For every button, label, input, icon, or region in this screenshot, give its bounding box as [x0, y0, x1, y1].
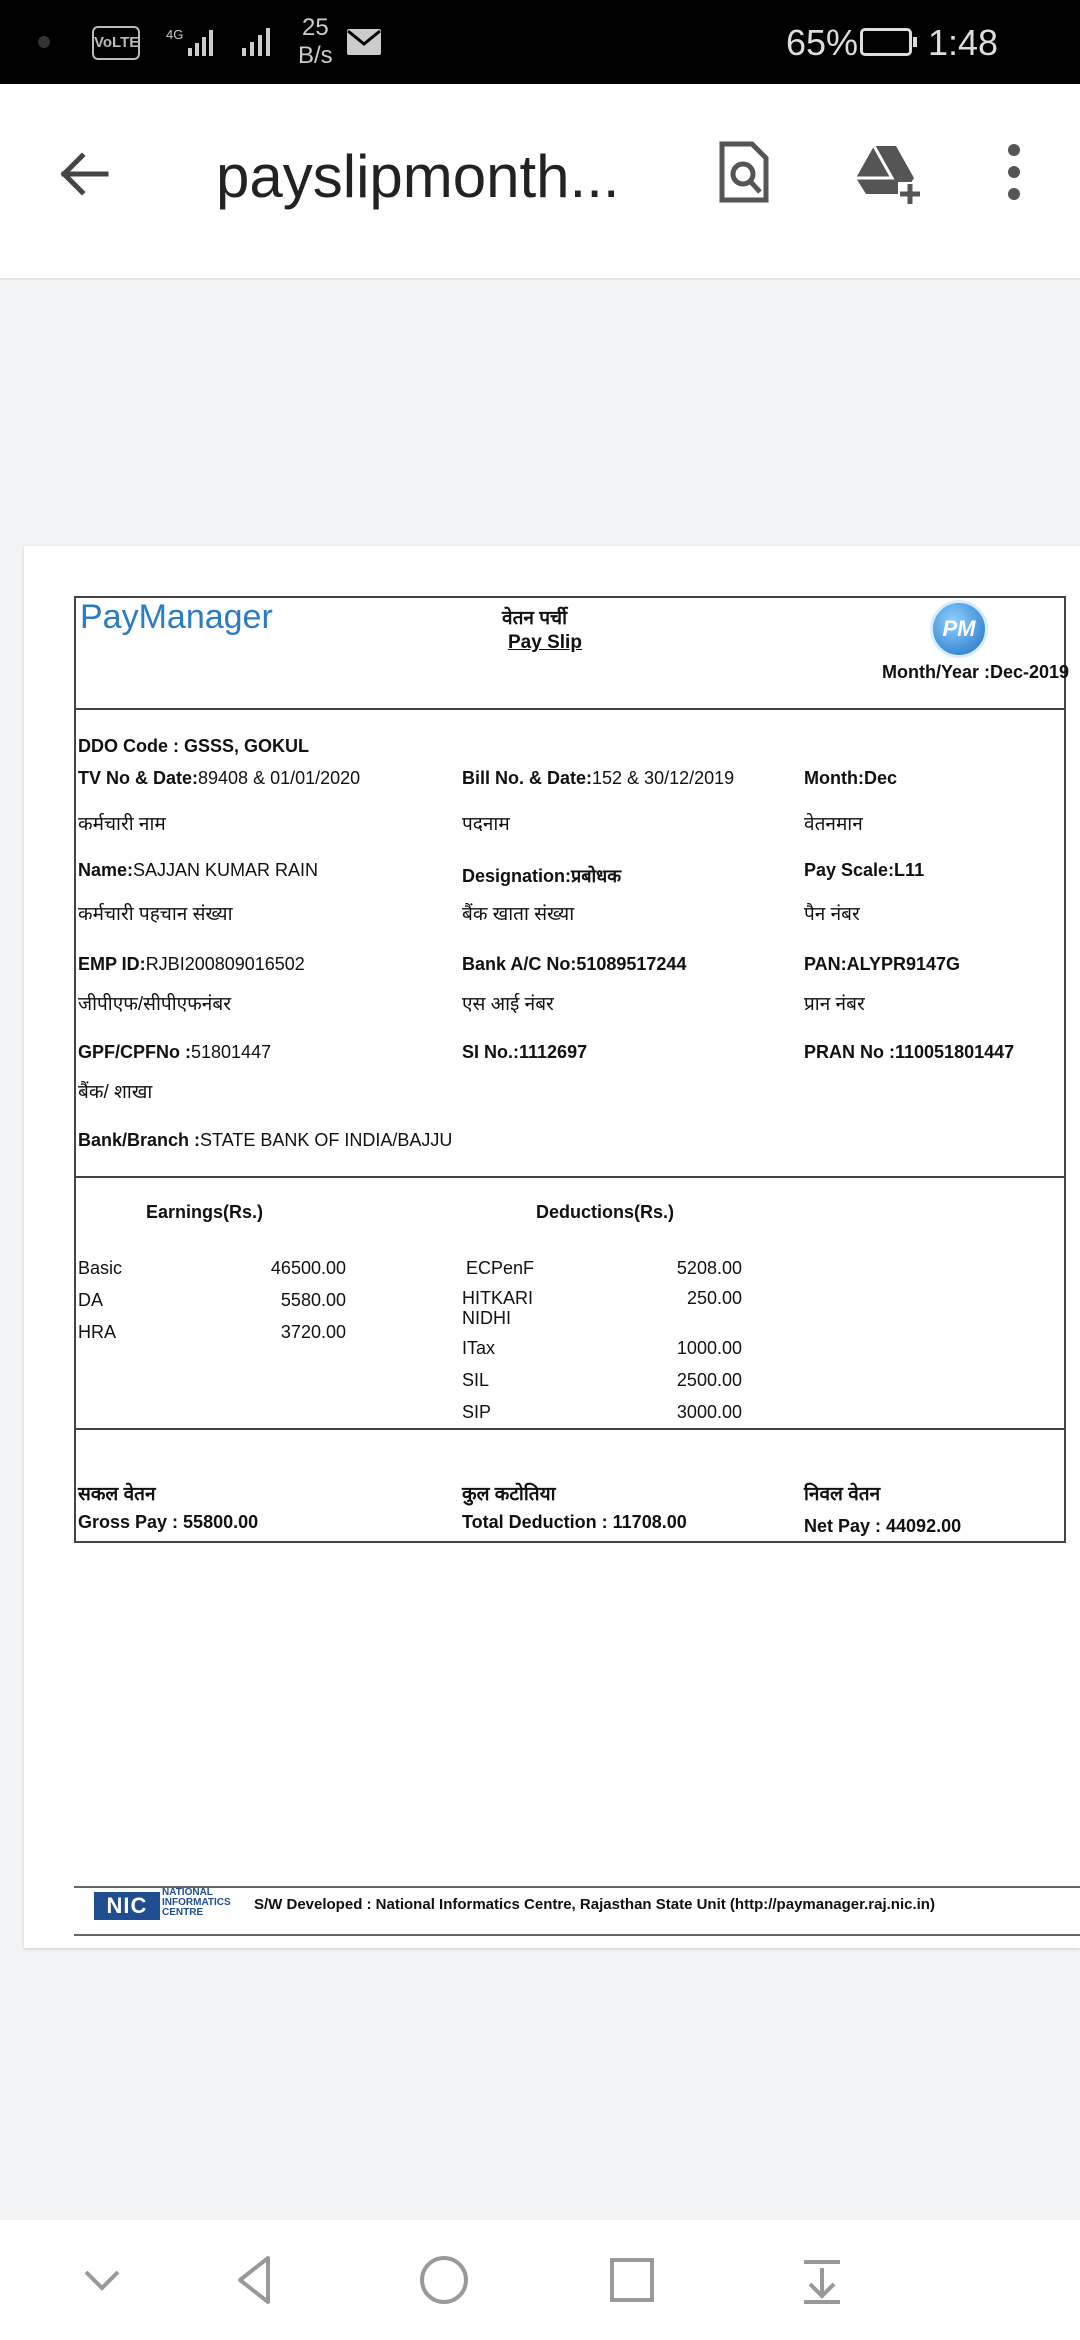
document-page[interactable]: [24, 546, 1080, 1948]
label-hindi-net: निवल वेतन: [804, 1484, 881, 1505]
pay-slip: [74, 596, 1070, 1543]
deduction-label: ITax: [462, 1338, 496, 1358]
battery-icon: [860, 28, 912, 56]
save-to-drive-icon[interactable]: [852, 136, 924, 208]
earning-label: HRA: [78, 1322, 117, 1342]
clock: 1:48: [928, 22, 999, 63]
deduction-label: SIL: [462, 1370, 490, 1390]
divider: [76, 708, 1064, 710]
pran-number: PRAN No :110051801447: [804, 1042, 1015, 1062]
deduction-label: HITKARI NIDHI: [462, 1288, 534, 1328]
signal-icon: [240, 26, 276, 58]
home-circle-icon[interactable]: [412, 2248, 476, 2312]
label-hindi-empid: कर्मचारी पहचान संख्या: [78, 904, 233, 925]
data-rate-value: 25: [301, 14, 329, 41]
status-bar: [0, 0, 1080, 84]
label-hindi-gpf: जीपीएफ/सीपीएफनंबर: [78, 994, 231, 1015]
pay-slip-title-hindi: वेतन पर्ची: [502, 608, 567, 629]
deduction-amount: 2500.00: [676, 1370, 742, 1390]
mail-icon: [346, 28, 382, 56]
earning-amount: 3720.00: [280, 1322, 346, 1342]
label-hindi-bank-branch: बैंक/ शाखा: [78, 1082, 153, 1103]
deduction-amount: 250.00: [686, 1288, 742, 1308]
back-arrow-icon[interactable]: [56, 146, 112, 202]
bill-no-date: Bill No. & Date:152 & 30/12/2019: [462, 768, 735, 788]
label-hindi-payscale: वेतनमान: [804, 814, 863, 835]
camera-dot: [38, 36, 50, 48]
data-rate-unit: B/s: [298, 42, 333, 69]
ddo-code: DDO Code : GSSS, GOKUL: [78, 736, 310, 756]
deduction-amount: 1000.00: [676, 1338, 742, 1358]
label-hindi-gross: सकल वेतन: [78, 1484, 156, 1505]
signal-4g-icon: [166, 26, 220, 58]
divider: [76, 1428, 1064, 1430]
pan-number: PAN:ALYPR9147G: [804, 954, 961, 974]
label-hindi-bankac: बैंक खाता संख्या: [462, 904, 575, 925]
deduction-amount: 5208.00: [676, 1258, 742, 1278]
earning-label: DA: [78, 1290, 104, 1310]
app-toolbar: [0, 84, 1080, 280]
document-title: payslipmonth...: [216, 143, 620, 210]
label-hindi-name: कर्मचारी नाम: [78, 814, 166, 835]
earning-amount: 5580.00: [280, 1290, 346, 1310]
deductions-header: Deductions(Rs.): [536, 1202, 675, 1222]
label-hindi-si: एस आई नंबर: [462, 994, 554, 1015]
tv-no-date: TV No & Date:89408 & 01/01/2020: [78, 768, 361, 788]
battery-percent: 65%: [786, 22, 859, 63]
paymanager-logo: PayManager: [80, 598, 273, 636]
more-options-icon[interactable]: [978, 136, 1050, 208]
deduction-amount: 3000.00: [676, 1402, 742, 1422]
total-deduction: Total Deduction : 11708.00: [462, 1512, 687, 1532]
deduction-label: SIP: [462, 1402, 492, 1422]
gpf-cpf-no: GPF/CPFNo :51801447: [78, 1042, 272, 1062]
footer-rule-bottom: [74, 1934, 1080, 1936]
back-triangle-icon[interactable]: [224, 2248, 288, 2312]
data-rate: [298, 14, 333, 70]
system-nav-bar: [0, 2220, 1080, 2340]
designation: Designation:प्रबोधक: [462, 866, 622, 886]
deduction-label: ECPenF: [466, 1258, 535, 1278]
footer-credit: S/W Developed : National Informatics Centre, Rajasthan State Unit (http://paymanager.raj.nic.in): [254, 1896, 935, 1913]
label-hindi-pan: पैन नंबर: [804, 904, 860, 925]
svg-text:4G: 4G: [166, 27, 184, 42]
bank-account: Bank A/C No:51089517244: [462, 954, 687, 974]
bank-branch: Bank/Branch :STATE BANK OF INDIA/BAJJU: [78, 1130, 453, 1150]
label-hindi-designation: पदनाम: [462, 814, 510, 835]
volte-badge: VoLTE: [92, 26, 140, 60]
gross-pay: Gross Pay : 55800.00: [78, 1512, 259, 1532]
divider: [76, 1176, 1064, 1178]
recents-square-icon[interactable]: [600, 2248, 664, 2312]
earning-label: Basic: [78, 1258, 123, 1278]
nic-logo: NIC: [94, 1892, 160, 1920]
earnings-header: Earnings(Rs.): [146, 1202, 264, 1222]
notification-pull-icon[interactable]: [790, 2248, 854, 2312]
nic-logo-text: NATIONAL INFORMATICS CENTRE: [162, 1887, 231, 1918]
chevron-down-icon[interactable]: [70, 2248, 134, 2312]
emp-id: EMP ID:RJBI200809016502: [78, 954, 305, 974]
net-pay: Net Pay : 44092.00: [804, 1516, 962, 1536]
employee-name: Name:SAJJAN KUMAR RAIN: [78, 860, 319, 880]
pay-scale: Pay Scale:L11: [804, 860, 925, 880]
si-number: SI No.:1112697: [462, 1042, 588, 1062]
label-hindi-total-deduction: कुल कटोतिया: [462, 1484, 556, 1505]
earning-amount: 46500.00: [270, 1258, 346, 1278]
paymanager-emblem: PM: [930, 600, 988, 658]
month: Month:Dec: [804, 768, 897, 788]
month-year: Month/Year :Dec-2019: [882, 662, 1070, 682]
find-in-page-icon[interactable]: [708, 136, 780, 208]
label-hindi-pran: प्रान नंबर: [804, 994, 865, 1015]
pay-slip-title: Pay Slip: [508, 632, 582, 653]
